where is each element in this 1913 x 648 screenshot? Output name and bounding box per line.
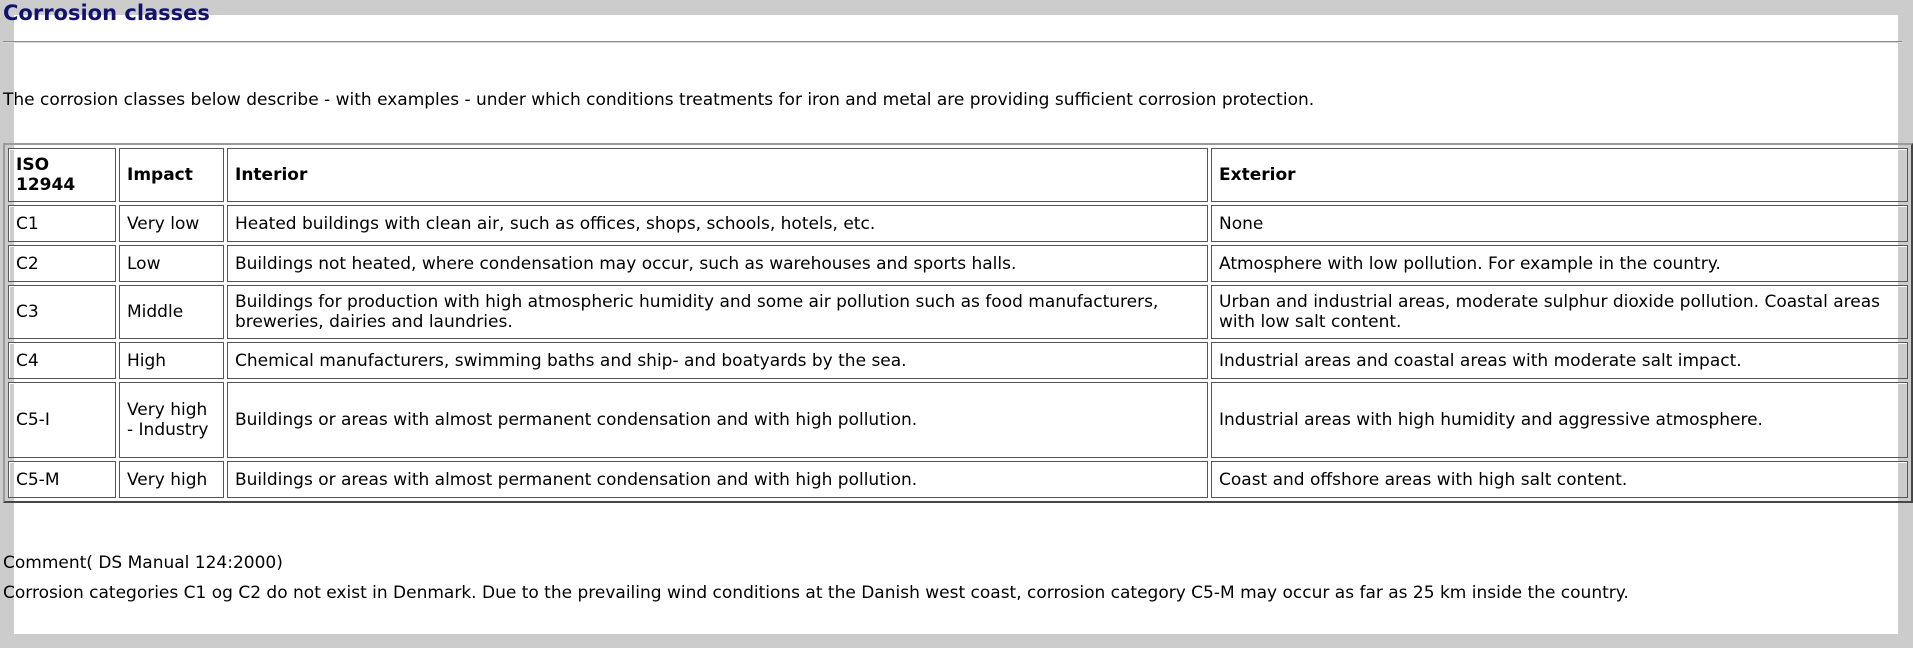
cell-exterior: Industrial areas and coastal areas with moderate salt impact. [1211,342,1908,379]
cell-interior: Buildings or areas with almost permanent condensation and with high pollution. [227,382,1208,458]
table-row [8,205,1908,242]
corrosion-table [3,143,1913,503]
cell-iso: C3 [8,285,116,339]
cell-iso: C5-I [8,382,116,458]
cell-impact: Very high [119,461,224,498]
cell-interior: Buildings not heated, where condensation may occur, such as warehouses and sports halls. [227,245,1208,282]
header-impact: Impact [119,148,224,202]
corrosion-table-container [3,143,1900,503]
cell-impact: High [119,342,224,379]
table-row [8,245,1908,282]
header-iso: ISO 12944 [8,148,116,202]
table-row [8,461,1908,498]
cell-interior: Chemical manufacturers, swimming baths and ship- and boatyards by the sea. [227,342,1208,379]
cell-iso: C1 [8,205,116,242]
cell-exterior: None [1211,205,1908,242]
intro-text: The corrosion classes below describe - with examples - under which conditions treatments for iron and metal are providing sufficient corrosion protection. [3,90,1315,110]
cell-impact: Middle [119,285,224,339]
table-row [8,382,1908,458]
page-title: Corrosion classes [3,1,210,25]
header-interior: Interior [227,148,1208,202]
title-divider [3,41,1902,43]
cell-iso: C2 [8,245,116,282]
table-row [8,342,1908,379]
cell-interior: Heated buildings with clean air, such as offices, shops, schools, hotels, etc. [227,205,1208,242]
cell-impact: Low [119,245,224,282]
cell-interior: Buildings or areas with almost permanent condensation and with high pollution. [227,461,1208,498]
table-row [8,285,1908,339]
header-exterior: Exterior [1211,148,1908,202]
cell-impact: Very high - Industry [119,382,224,458]
cell-impact: Very low [119,205,224,242]
comment-heading: Comment( DS Manual 124:2000) [3,553,283,573]
comment-text: Corrosion categories C1 og C2 do not exist in Denmark. Due to the prevailing wind conditions at the Danish west coast, corrosion category C5-M may occur as far as 25 km inside the country. [3,583,1629,603]
cell-iso: C4 [8,342,116,379]
cell-exterior: Coast and offshore areas with high salt content. [1211,461,1908,498]
cell-exterior: Urban and industrial areas, moderate sulphur dioxide pollution. Coastal areas with low salt content. [1211,285,1908,339]
cell-exterior: Atmosphere with low pollution. For example in the country. [1211,245,1908,282]
cell-exterior: Industrial areas with high humidity and aggressive atmosphere. [1211,382,1908,458]
cell-interior: Buildings for production with high atmospheric humidity and some air pollution such as food manufacturers, breweries, dairies and laundries. [227,285,1208,339]
cell-iso: C5-M [8,461,116,498]
table-header-row [8,148,1908,202]
